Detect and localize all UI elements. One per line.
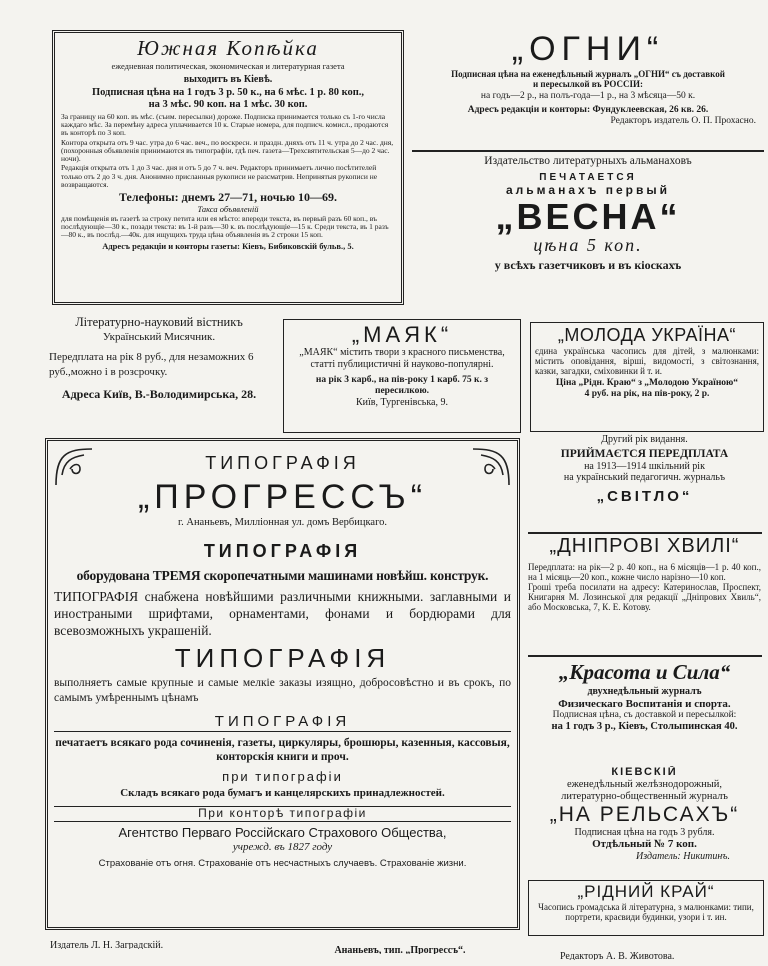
progress-body-1: ТИПОГРАФІЯ снабжена новѣйшими различными книжными. заглавными и иностраными шрифтами, орнаментами, фонами и бордюрами для всевозможныхъ украшеній. <box>54 589 511 638</box>
yuzhnaya-subtitle: ежедневная политическая, экономическая и литературная газета <box>111 61 345 72</box>
relsah-ad <box>525 766 764 878</box>
progress-body-4: Складъ всякаго рода бумагъ и канцелярскихъ принадлежностей. <box>120 787 445 800</box>
ogni-divider <box>412 150 764 152</box>
moloda-price-2: 4 руб. на рік, на пів-року, 2 р. <box>584 388 710 399</box>
svitlo-title: „СВІТЛО“ <box>596 487 693 505</box>
corner-ornament-left-icon <box>52 445 96 489</box>
mayak-ad <box>283 319 521 433</box>
visnyk-title: Літературно-науковий вістникъ <box>75 315 243 329</box>
dnipro-title: „ДНІПРОВІ ХВИЛІ“ <box>549 535 740 557</box>
yuzhnaya-price-1: Подписная цѣна на 1 годъ 3 р. 50 к., на 6 мѣс. 1 р. 80 коп., <box>91 86 365 98</box>
progress-typo-4: ТИПОГРАФІЯ <box>54 713 511 731</box>
yuzhnaya-body-1: За границу на 60 коп. въ мѣс. (съим. пересылки) дороже. Подписка принимается только съ 1-го числа каждаго мѣс. За перемѣну адреса уплачивается 10 к. Старые номера, для подписч. комисл., продаются въ конторѣ по 3 коп. <box>61 111 389 138</box>
footer-editor <box>560 946 760 960</box>
krasota-sub-2: Физическаго Воспитанія и спорта. <box>558 697 731 710</box>
visnyk-address: Адреса Київ, В.-Володимирська, 28. <box>61 386 257 401</box>
moloda-ukraina-ad <box>530 322 764 432</box>
svitlo-line-3: на український педагогичн. журнальъ <box>563 472 726 484</box>
yuzhnaya-body-4: для помѣщенія въ газетѣ за строку петита или ея мѣсто: впереди текста, въ первый разъ 60 коп., въ послѣдующіе—30 к., позади текста: въ 1-й разъ—30 к. въ послѣдующіе—15 к. Среди текста, въ 1 разъ—80 к., въ послѣд.—40к. для ищущихъ труда цѣна объявленія въ 2 строки 15 коп. <box>61 213 389 240</box>
vesna-printing: ПЕЧАТАЕТСЯ <box>539 172 637 184</box>
yuzhnaya-taxa: Такса объявленій <box>197 204 259 215</box>
yuzhnaya-title: Южная Копѣйка <box>137 36 319 60</box>
mayak-address: Київ, Тургенівська, 9. <box>356 397 448 409</box>
dnipro-ad <box>525 535 764 653</box>
progress-typo-1: ТИПОГРАФІЯ <box>205 453 360 473</box>
vesna-ad <box>412 155 764 310</box>
progress-address: г. Ананьевъ, Миллiонная ул. домъ Вербицкаго. <box>177 516 388 528</box>
svitlo-line-2: на 1913—1914 шкільний рік <box>584 460 705 472</box>
yuzhnaya-body-3: Редакція открыта отъ 1 до 3 час. дня и отъ 5 до 7 ч. веч. Редакторъ принимаетъ лично посѣтителей только отъ 2 до 3 ч. дня. Анонимно присланныя рукописи не разсматрив. Непринятыя рукописи не возвращаются. <box>61 163 378 189</box>
svitlo-divider <box>528 532 762 534</box>
ogni-line-2: и пересылкой въ РОССІИ: <box>533 79 643 90</box>
dnipro-divider <box>528 655 762 657</box>
svitlo-year: Другий рік видання. <box>601 434 688 445</box>
moloda-price-1: Ціна „Рідн. Краю“ з „Молодою Україною“ <box>555 377 739 388</box>
relsah-publisher: Издатель: Никитинъ. <box>636 851 730 863</box>
krasota-sub-1: двухнедѣльный журналъ <box>587 686 702 698</box>
svitlo-ad <box>525 434 764 530</box>
footer-center-text: Ананьевъ, тип. „Прогрессъ“. <box>334 945 466 954</box>
relsah-sub-1: еженедѣльный желѣзнодорожный, <box>566 778 722 790</box>
ogni-title: „ОГНИ“ <box>511 30 665 68</box>
progress-body-3: печатаетъ всякаго рода сочиненія, газеты, циркуляры, брошюры, казенныя, кассовыя, конторскія книги и проч. <box>55 736 510 764</box>
progress-pri-2: При конторѣ типографіи <box>54 806 511 822</box>
yuzhnaya-address: Адресъ редакціи и конторы газеты: Кіевъ, Бибиковскій бульв., 5. <box>102 241 354 252</box>
relsah-kiev: КІЕВСКІЙ <box>611 766 678 778</box>
progress-title: „ПРОГРЕССЪ“ <box>137 477 428 516</box>
ogni-line-3: на годъ—2 р., на полъ-года—1 р., на 3 мѣсяца—50 к. <box>480 91 696 102</box>
progress-typo-2: ТИПОГРАФІЯ <box>203 540 362 561</box>
ogni-ad <box>412 28 764 148</box>
moloda-title: „МОЛОДА УКРАЇНА“ <box>557 325 737 345</box>
yuzhnaya-body-2: Контора открыта отъ 9 час. утра до 6 час. веч., по воскресн. и праздн. дняхъ отъ 11 ч. утра до 2 час. дня, (похоронныя объявленія принимаются въ типографіи, гдѣ печ. газета—Трехсвятительская 5—до 2 час. ночи). <box>61 137 394 164</box>
dnipro-body-2: Гроші треба посилати на адресу: Катеринослав, Проспект, Книгарня М. Лозинської для редакції „Дніпрових Хвиль“, або Московська, 7, К. Е. Котову. <box>528 582 761 613</box>
yuzhnaya-kopeyka-ad <box>52 30 404 305</box>
ogni-editor: Редакторъ издатель О. П. Прохасно. <box>610 115 756 126</box>
yuzhnaya-price-2: на 3 мѣс. 90 коп. на 1 мѣс. 30 коп. <box>148 98 308 110</box>
svitlo-line-1: ПРИЙМАЄТСЯ ПЕРЕДПЛАТА <box>560 447 729 460</box>
relsah-price: Подписная цѣна на годъ 3 рубля. <box>574 826 715 838</box>
visnyk-ad <box>45 315 273 425</box>
vesna-almanac: альманахъ первый <box>506 182 670 197</box>
ogni-line-1: Подписная цѣна на еженедѣльный журналъ „ОГНИ“ съ доставкой <box>451 69 725 80</box>
relsah-title: „НА РЕЛЬСАХЪ“ <box>549 802 740 826</box>
krasota-title: „Красота и Сила“ <box>558 660 731 684</box>
moloda-body: єдина українська часопись для дітей, з малюнками: містить оповідання, вірші, видомості, з світознання, казки, загадки, сміховинки й т. и. <box>535 345 759 376</box>
progress-pri: при типографіи <box>222 769 343 785</box>
mayak-title: „МАЯК“ <box>351 322 453 347</box>
mayak-body: „МАЯК“ містить твори з красного письменства, статті публицистичні й науково-популярні. <box>299 347 505 371</box>
yuzhnaya-phones: Телефоны: днемъ 27—71, ночью 10—69. <box>118 190 338 205</box>
footer-publisher <box>50 935 270 949</box>
yuzhnaya-kiev: выходитъ въ Кіевѣ. <box>183 73 273 85</box>
progress-typo-3: ТИПОГРАФІЯ <box>174 642 391 673</box>
krasota-price-2: на 1 годъ 3 р., Кіевъ, Столыпинская 40. <box>551 721 738 733</box>
progress-founded: учрежд. въ 1827 году <box>232 840 333 853</box>
ogni-address: Адресъ редакціи и конторы: Фундуклеевская, 26 кв. 26. <box>467 104 709 115</box>
progress-agency: Агентство Перваго Россійскаго Страхового Общества, <box>118 824 447 840</box>
mayak-price: на рік 3 карб., на пів-року 1 карб. 75 к. з пересилкою. <box>315 375 489 397</box>
relsah-sub-2: литературно-общественный журналъ <box>561 790 728 802</box>
vesna-where: у всѣхъ газетчиковъ и въ кіоскахъ <box>494 258 682 272</box>
progress-equip: оборудована ТРЕМЯ скоропечатными машинами новѣйш. конструк. <box>76 567 489 583</box>
krasota-price-1: Подписная цѣна, съ доставкой и пересылкой: <box>552 710 737 721</box>
footer-right-text: Редакторъ А. В. Животова. <box>560 951 675 960</box>
corner-ornament-right-icon <box>469 445 513 489</box>
progress-body-2: выполняетъ самые крупные и самые мелкіе заказы изящно, добросовѣстно и въ срокъ, по самымъ умѣреннымъ цѣнамъ <box>54 676 511 704</box>
vesna-price: цѣна 5 коп. <box>533 235 643 256</box>
footer-left-text: Издатель Л. Н. Заградскій. <box>50 940 164 949</box>
krasota-ad <box>525 660 764 762</box>
ridny-title: „РІДНИЙ КРАЙ“ <box>577 882 715 901</box>
vesna-publisher: Издательство литературныхъ альманаховъ <box>484 155 692 167</box>
vesna-title: „ВЕСНА“ <box>495 195 681 237</box>
relsah-single: Отдѣльный № 7 коп. <box>592 838 697 851</box>
visnyk-price: Передплата на рік 8 руб., для незаможних 6 руб.,можно і в розсрочку. <box>49 351 254 378</box>
progress-insurance: Страхованіе отъ огня. Страхованіе отъ несчастныхъ случаевъ. Страхованіе жизни. <box>98 858 467 870</box>
visnyk-subtitle: Український Мисячник. <box>102 331 216 344</box>
ridny-krai-ad <box>528 880 764 936</box>
dnipro-body: Передплата: на рік—2 р. 40 коп., на 6 місяців—1 р. 40 коп., на 1 місяць—20 коп., кожне число нарізно—10 коп. <box>528 562 761 583</box>
footer-printer <box>300 940 500 954</box>
progress-ad <box>45 438 520 930</box>
ridny-body: Часопись громадська й літературна, з малюнками: типи, портрети, краєвиди будинки, узори і т. ин. <box>538 901 754 922</box>
